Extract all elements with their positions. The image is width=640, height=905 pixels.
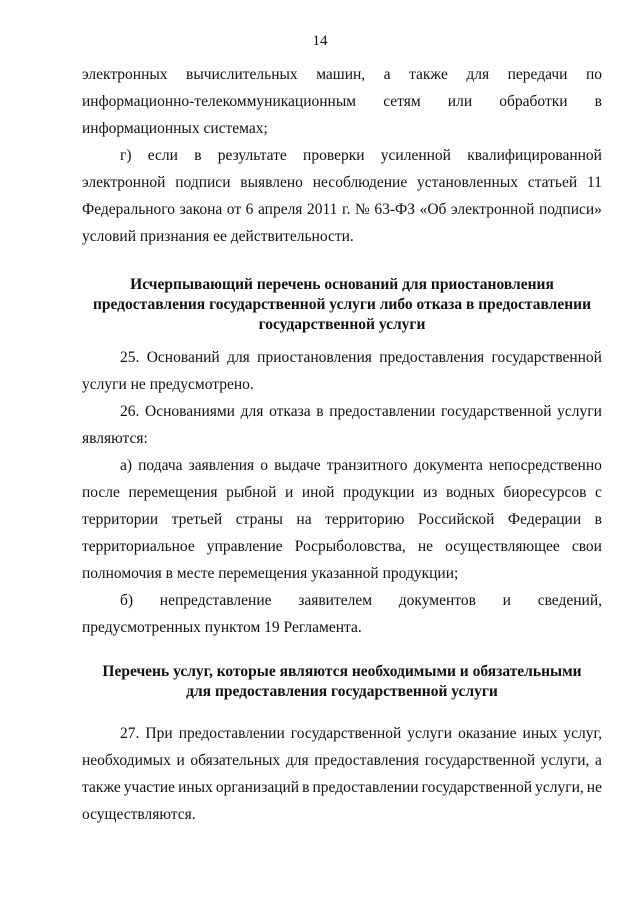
text-line: информационных системах; — [82, 120, 268, 137]
paragraph-block-3 — [82, 720, 602, 828]
text-line: электронной подписи выявлено несоблюдение установленных статьей 11 — [82, 174, 602, 191]
text-line: являются: — [82, 430, 148, 447]
text-line: 26. Основаниями для отказа в предоставлении государственной услуги — [120, 403, 602, 420]
text-line: после перемещения рыбной и иной продукции из водных биоресурсов с — [82, 484, 602, 501]
text-line: полномочия в месте перемещения указанной продукции; — [82, 565, 459, 582]
text-line: условий признания ее действительности. — [82, 228, 354, 245]
text-line: услуги не предусмотрено. — [82, 376, 254, 393]
paragraph-block-1 — [82, 61, 602, 250]
text-line: г) если в результате проверки усиленной квалифицированной — [120, 147, 602, 164]
text-line: 25. Оснований для приостановления предоставления государственной — [120, 349, 602, 366]
text-line: также участие иных организаций в предоставлении государственной услуги, не — [82, 779, 602, 796]
text-line: осуществляются. — [82, 806, 196, 823]
text-line: информационно-телекоммуникационным сетям или обработки в — [82, 93, 602, 110]
text-line: необходимых и обязательных для предоставления государственной услуги, а — [82, 752, 602, 769]
text-line: б) непредставление заявителем документов и сведений, — [120, 592, 602, 609]
section-heading-required-services: Перечень услуг, которые являются необходимыми и обязательными для предоставления государственной услуги — [102, 663, 582, 700]
text-line: электронных вычислительных машин, а также для передачи по — [82, 66, 602, 83]
text-line: территории третьей страны на территорию Российской Федерации в — [82, 511, 602, 528]
text-line: предусмотренных пунктом 19 Регламента. — [82, 619, 362, 636]
paragraph-block-2 — [82, 344, 602, 641]
text-line: 27. При предоставлении государственной услуги оказание иных услуг, — [120, 725, 602, 742]
text-line: территориальное управление Росрыболовства, не осуществляющее свои — [82, 538, 602, 555]
page-number: 14 — [312, 33, 328, 49]
section-heading-suspension-grounds: Исчерпывающий перечень оснований для приостановления предоставления государственной услуги либо отказа в предоставлении государственной услуги — [92, 276, 592, 333]
text-line: а) подача заявления о выдаче транзитного документа непосредственно — [120, 457, 602, 474]
text-line: Федерального закона от 6 апреля 2011 г. № 63-ФЗ «Об электронной подписи» — [82, 201, 602, 218]
